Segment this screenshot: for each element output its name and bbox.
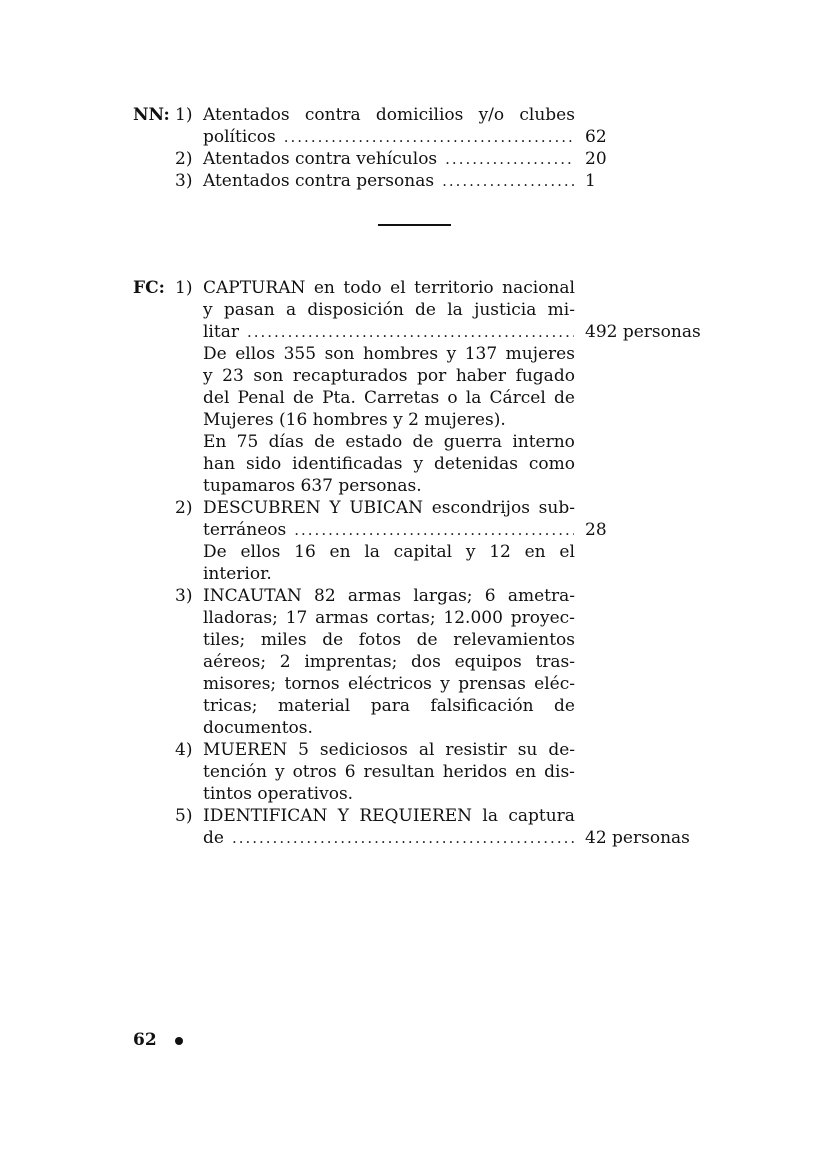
word: sediciosos [319,740,408,760]
word: De [203,344,227,364]
word: 5 [298,740,309,760]
word: otros [292,762,337,782]
word: el [390,278,406,298]
fc-item-2-line-4 [0,563,826,586]
word: 6 [344,762,356,782]
count-value: 1 [585,171,596,191]
justified-line [203,629,575,652]
section-divider [378,224,451,226]
fc-item-1-line-9 [0,453,826,476]
word: heridos [442,762,508,782]
word: días [268,432,304,452]
fc-item-1-line-5 [0,365,826,388]
word: en [524,542,546,562]
word: por [417,366,447,386]
word: 16 [294,542,316,562]
item-number: 1) [175,105,193,125]
word: largas; [413,586,473,606]
text-line: tupamaros 637 personas. [203,476,422,496]
fc-item-4-line-1 [0,739,826,762]
word: como [528,454,575,474]
word: son [253,366,284,386]
word: dis- [544,762,575,782]
word: aéreos; [203,652,267,672]
justified-line [203,607,575,630]
leader-line [203,126,578,149]
count-value: 62 [585,127,607,147]
fc-item-1-line-6 [0,387,826,410]
item-number: 2) [175,149,193,169]
leader-text: Atentados contra personas [203,171,435,191]
word: de [322,630,344,650]
word: y [413,454,424,474]
word: REQUIEREN [359,806,473,826]
fc-item-3-line-3 [0,629,826,652]
word: estado [345,432,403,452]
justified-line [203,453,575,476]
word: y [203,366,213,386]
word: son [324,344,355,364]
fc-item-1-line-8 [0,431,826,454]
word: de [553,388,575,408]
word: de [292,388,314,408]
word: 355 [283,344,317,364]
word: interno [512,432,575,452]
word: Y [337,806,349,826]
word: haber [455,366,506,386]
nn-item-1-line-1 [0,104,826,127]
word: hombres [362,344,439,364]
word: escondrijos [431,498,530,518]
word: y [465,542,476,562]
word: y [446,344,457,364]
nn-item-1-line-2 [0,126,826,149]
fc-item-2-line-1 [0,497,826,520]
fc-item-3-line-2 [0,607,826,630]
word: tiles; [203,630,246,650]
nn-item-2 [0,148,826,171]
word: resultan [363,762,435,782]
word: DESCUBREN [203,498,321,518]
dot-leader [294,519,574,542]
word: 2 [279,652,291,672]
word: en [313,278,335,298]
word: su [517,740,538,760]
word: Carretas [364,388,440,408]
fc-item-2-line-2 [0,519,826,542]
justified-line [203,541,575,564]
leader-line [203,519,578,542]
fc-item-4-line-3 [0,783,826,806]
word: miles [260,630,307,650]
word: han [203,454,236,474]
word: o [447,388,458,408]
item-number: 5) [175,806,193,826]
word: de [415,300,436,320]
word: el [559,542,575,562]
word: mi- [547,300,575,320]
justified-line [203,651,575,674]
word: recapturados [292,366,408,386]
word: dos [411,652,441,672]
justified-line [203,497,575,520]
leader-line [203,827,578,850]
fc-item-1-line-1 [0,277,826,300]
count-value: 28 [585,520,607,540]
word: de- [548,740,575,760]
word: sido [245,454,282,474]
word: la [482,806,498,826]
fc-item-3-line-5 [0,673,826,696]
text-line: tintos operativos. [203,784,354,804]
word: de [554,696,575,716]
word: De [203,542,227,562]
justified-line [203,805,575,828]
fc-item-2-line-3 [0,541,826,564]
word: relevamientos [453,630,575,650]
justified-line [203,739,575,762]
fc-item-5-line-1 [0,805,826,828]
word: tricas; [203,696,258,716]
word: contra [304,105,361,125]
word: justicia [474,300,537,320]
word: misores; [203,674,277,694]
fc-item-4-line-2 [0,761,826,784]
word: sub- [538,498,575,518]
fc-item-1-line-7 [0,409,826,432]
word: INCAUTAN [203,586,302,606]
leader-text: políticos [203,127,276,147]
word: tención [203,762,267,782]
dot-leader [232,827,574,850]
word: cortas; [376,608,436,628]
word: UBICAN [349,498,424,518]
fc-item-5-line-2 [0,827,826,850]
leader-line [203,170,578,193]
justified-line [203,365,575,388]
item-number: 1) [175,278,193,298]
count-value: 42 personas [585,828,690,848]
word: 12.000 [443,608,503,628]
item-number: 4) [175,740,193,760]
nn-section-label: NN: [133,105,170,125]
word: eléctricos [347,674,432,694]
word: 75 [236,432,259,452]
word: de [412,432,434,452]
word: en [329,542,351,562]
count-value: 492 personas [585,322,701,342]
leader-line [203,321,578,344]
word: ellos [235,344,276,364]
word: ellos [240,542,281,562]
text-line: Mujeres (16 hombres y 2 mujeres). [203,410,506,430]
word: prensas [458,674,526,694]
word: y/o [478,105,505,125]
word: eléc- [534,674,575,694]
bullet-icon [175,1037,183,1045]
dot-leader [284,126,574,149]
word: 82 [314,586,336,606]
count-value: 20 [585,149,607,169]
word: guerra [443,432,503,452]
fc-section-label: FC: [133,278,165,298]
justified-line [203,431,575,454]
fc-item-1-line-2 [0,299,826,322]
word: tras- [535,652,575,672]
word: de [314,432,336,452]
fc-item-1-line-4 [0,343,826,366]
word: 12 [489,542,511,562]
word: Atentados [203,105,290,125]
word: nacional [502,278,575,298]
word: la [364,542,380,562]
text-line: documentos. [203,718,313,738]
item-number: 3) [175,171,193,191]
item-number: 3) [175,586,193,606]
justified-line [203,761,575,784]
word: 17 [285,608,308,628]
word: clubes [519,105,575,125]
word: y [203,300,213,320]
word: falsificación [430,696,534,716]
leader-text: de [203,828,224,848]
word: armas [347,586,402,606]
justified-line [203,277,575,300]
word: equipos [454,652,522,672]
nn-item-3 [0,170,826,193]
word: lladoras; [203,608,278,628]
leader-line [203,148,578,171]
word: mujeres [505,344,575,364]
word: a [285,300,297,320]
word: de [416,630,438,650]
word: y [440,674,450,694]
item-number: 2) [175,498,193,518]
justified-line [203,299,575,322]
justified-line [203,695,575,718]
word: CAPTURAN [203,278,306,298]
dot-leader [247,321,574,344]
word: MUEREN [203,740,288,760]
word: fotos [358,630,402,650]
word: armas [315,608,369,628]
word: imprentas; [304,652,398,672]
word: captura [508,806,575,826]
word: proyec- [510,608,575,628]
word: y [274,762,285,782]
word: para [370,696,410,716]
word: todo [343,278,382,298]
word: Y [329,498,341,518]
word: detenidas [433,454,518,474]
justified-line [203,585,575,608]
word: resistir [445,740,507,760]
leader-text: litar [203,322,239,342]
leader-text: terráneos [203,520,287,540]
word: la [447,300,463,320]
fc-item-3-line-7 [0,717,826,740]
word: territorio [414,278,494,298]
word: la [465,388,482,408]
word: fugado [515,366,575,386]
word: 6 [484,586,496,606]
word: Penal [237,388,285,408]
word: ametra- [507,586,575,606]
fc-item-1-line-3 [0,321,826,344]
word: Pta. [322,388,356,408]
fc-item-3-line-4 [0,651,826,674]
page-footer [133,1029,183,1052]
word: 23 [222,366,244,386]
word: Cárcel [489,388,546,408]
fc-item-3-line-6 [0,695,826,718]
leader-text: Atentados contra vehículos [203,149,438,169]
fc-item-1-line-10 [0,475,826,498]
word: pasan [223,300,275,320]
word: identificadas [292,454,403,474]
word: disposición [307,300,404,320]
justified-line [203,673,575,696]
word: al [418,740,435,760]
word: del [203,388,230,408]
word: en [515,762,537,782]
page-number: 62 [133,1030,157,1050]
text-line: interior. [203,564,272,584]
word: domicilios [375,105,464,125]
word: material [277,696,351,716]
dot-leader [445,148,574,171]
justified-line [203,387,575,410]
word: IDENTIFICAN [203,806,328,826]
word: 137 [464,344,498,364]
dot-leader [442,170,574,193]
fc-item-3-line-1 [0,585,826,608]
word: capital [393,542,453,562]
justified-line [203,104,575,127]
word: En [203,432,227,452]
word: tornos [284,674,340,694]
justified-line [203,343,575,366]
